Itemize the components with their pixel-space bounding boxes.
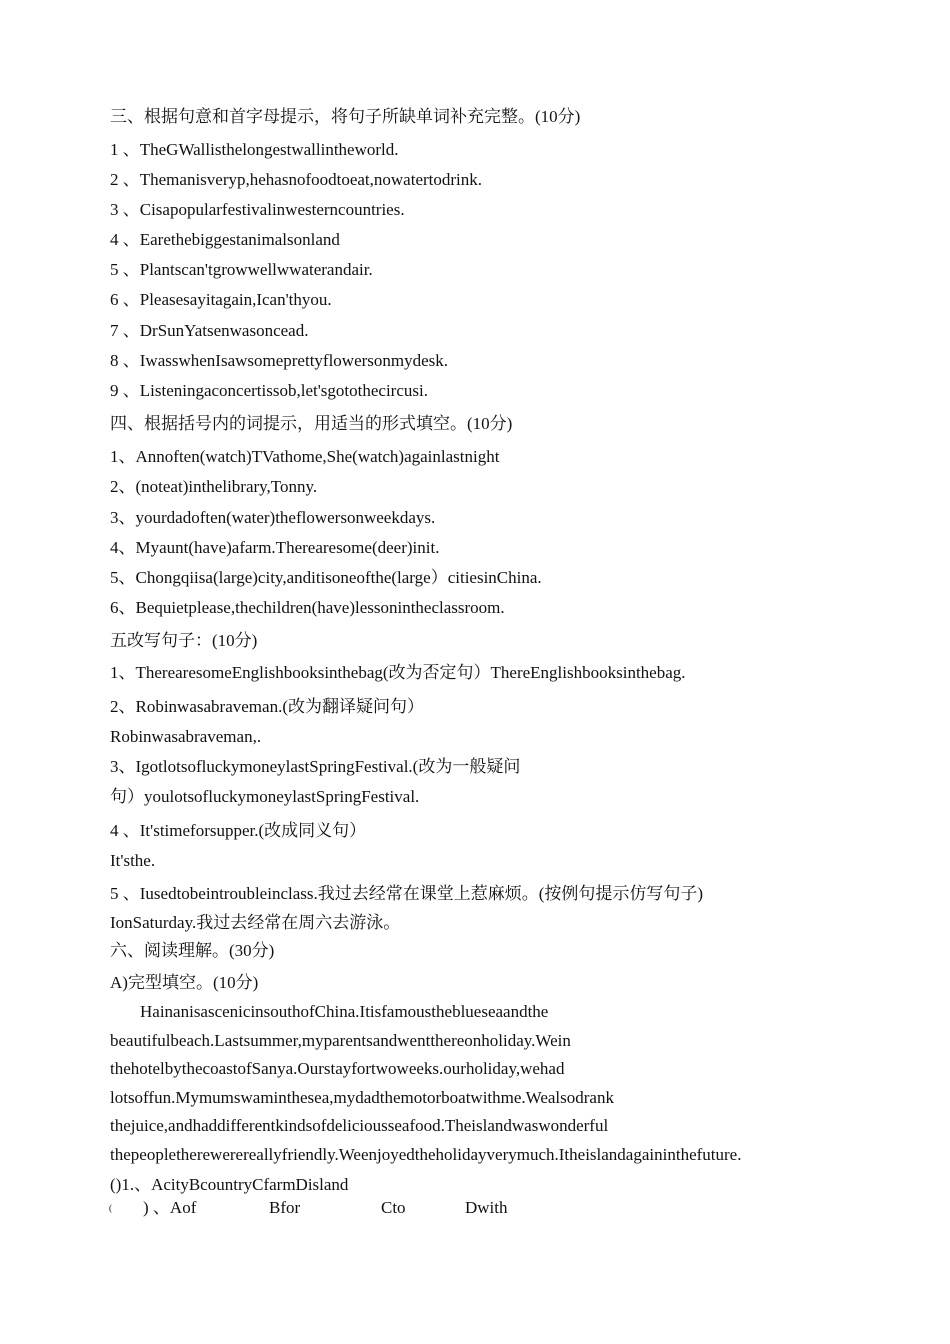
section-3-title: 三、根据句意和首字母提示，将句子所缺单词补充完整。(10分) <box>110 107 581 126</box>
passage-line-5: thejuice,andhaddifferentkindsofdeliciousseafood.Theislandwaswonderful <box>110 1116 609 1135</box>
question-2-paren: ( <box>109 1203 112 1213</box>
s3-item-4: 4 、Earethebiggestanimalsonland <box>110 230 340 249</box>
passage-line-2: beautifulbeach.Lastsummer,myparentsandwentthereonholiday.Wein <box>110 1031 571 1050</box>
s3-item-7: 7 、DrSunYatsenwasoncead. <box>110 321 309 340</box>
s4-item-4: 4、Myaunt(have)afarm.Therearesome(deer)init. <box>110 538 440 557</box>
s4-item-5: 5、Chongqiisa(large)city,anditisoneofthe(large）citiesinChina. <box>110 568 542 587</box>
question-2-option-c: Cto <box>381 1198 406 1217</box>
s5-line-6: 4 、It'stimeforsupper.(改成同义句） <box>110 821 367 840</box>
section-5-title: 五改写句子：(10分) <box>110 631 258 650</box>
s5-line-4: 3、IgotlotsofluckymoneylastSpringFestival.(改为一般疑问 <box>110 757 521 776</box>
s3-item-2: 2 、Themanisveryp,hehasnofoodtoeat,nowatertodrink. <box>110 170 483 189</box>
s3-item-9: 9 、Listeningaconcertissob,let'sgotothecircusi. <box>110 381 428 400</box>
section-6a-title: A)完型填空。(10分) <box>110 973 259 992</box>
s3-item-6: 6 、Pleasesayitagain,Ican'thyou. <box>110 290 332 309</box>
s5-line-1: 1、TherearesomeEnglishbooksinthebag(改为否定句）ThereEnglishbooksinthebag. <box>110 663 686 682</box>
s4-item-3: 3、yourdadoften(water)theflowersonweekdays. <box>110 508 436 527</box>
question-2-option-b: Bfor <box>269 1198 301 1217</box>
s4-item-1: 1、Annoften(watch)TVathome,She(watch)againlastnight <box>110 447 500 466</box>
s5-line-8: 5 、Iusedtobeintroubleinclass.我过去经常在课堂上惹麻烦。(按例句提示仿写句子) <box>110 884 704 903</box>
section-6-title: 六、阅读理解。(30分) <box>110 941 275 960</box>
s4-item-2: 2、(noteat)inthelibrary,Tonny. <box>110 477 318 496</box>
s3-item-3: 3 、Cisapopularfestivalinwesterncountries. <box>110 200 405 219</box>
passage-line-6: thepeopletherewerereallyfriendly.Weenjoyedtheholidayverymuch.Itheislandagaininthefuture. <box>110 1145 742 1164</box>
question-2-lead: ) 、Aof <box>143 1198 197 1217</box>
s5-line-3: Robinwasabraveman,. <box>110 727 262 746</box>
passage-line-4: lotsoffun.Mymumswaminthesea,mydadthemotorboatwithme.Wealsodrank <box>110 1088 614 1107</box>
s5-line-7: It'sthe. <box>110 851 156 870</box>
s3-item-1: 1 、TheGWallisthelongestwallintheworld. <box>110 140 399 159</box>
s5-line-5: 句）youlotsofluckymoneylastSpringFestival. <box>110 787 420 806</box>
section-4-title: 四、根据括号内的词提示，用适当的形式填空。(10分) <box>110 414 513 433</box>
s4-item-6: 6、Bequietplease,thechildren(have)lessonintheclassroom. <box>110 598 505 617</box>
s5-line-2: 2、Robinwasabraveman.(改为翻译疑问句） <box>110 697 424 716</box>
s5-line-9: IonSaturday.我过去经常在周六去游泳。 <box>110 913 401 932</box>
passage-line-1: HainanisascenicinsouthofChina.Itisfamoustheblueseaandthe <box>140 1002 549 1021</box>
s3-item-8: 8 、IwasswhenIsawsomeprettyflowersonmydesk. <box>110 351 449 370</box>
passage-line-3: thehotelbythecoastofSanya.Ourstayfortwoweeks.ourholiday,wehad <box>110 1059 565 1078</box>
question-1: ()1.、AcityBcountryCfarmDisland <box>110 1175 349 1194</box>
question-2-option-d: Dwith <box>465 1198 508 1217</box>
s3-item-5: 5 、Plantscan'tgrowwellwwaterandair. <box>110 260 373 279</box>
